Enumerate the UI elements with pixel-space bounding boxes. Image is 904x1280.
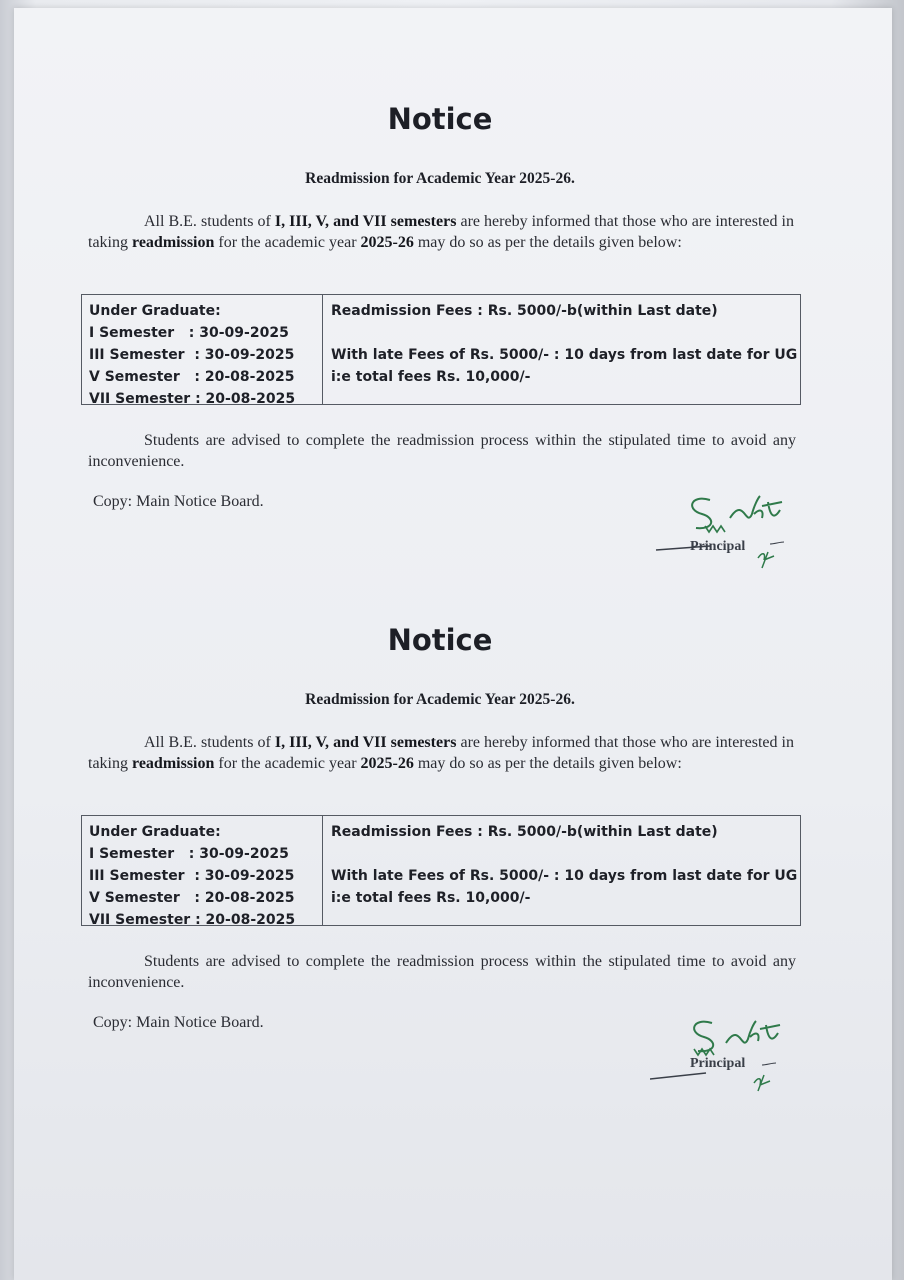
copy-line: Copy: Main Notice Board. bbox=[93, 1014, 264, 1031]
fees-column bbox=[323, 295, 800, 404]
semester-row: III Semester : 30-09-2025 bbox=[89, 868, 295, 884]
semester-dates-column bbox=[82, 295, 323, 407]
notice-subtitle: Readmission for Academic Year 2025-26. bbox=[305, 691, 575, 708]
intro-paragraph: All B.E. students of I, III, V, and VII semesters are hereby informed that those who are interested in taking readmission for the academic year 2025-26 may do so as per the details given below: bbox=[88, 213, 795, 251]
semester-row: V Semester : 20-08-2025 bbox=[89, 890, 295, 906]
semester-row: V Semester : 20-08-2025 bbox=[89, 369, 295, 385]
semester-row: VII Semester : 20-08-2025 bbox=[89, 912, 296, 928]
readmission-fee: Readmission Fees : Rs. 5000/-b(within Last date) bbox=[331, 303, 718, 319]
principal-signature bbox=[650, 488, 820, 578]
readmission-fee: Readmission Fees : Rs. 5000/-b(within Last date) bbox=[331, 824, 718, 840]
notice-subtitle: Readmission for Academic Year 2025-26. bbox=[305, 170, 575, 187]
notice-title: Notice bbox=[387, 102, 493, 136]
semester-dates-column bbox=[82, 816, 323, 928]
semester-row: III Semester : 30-09-2025 bbox=[89, 347, 295, 363]
semester-row: I Semester : 30-09-2025 bbox=[89, 325, 289, 341]
signature-label: Principal bbox=[690, 1056, 746, 1071]
closing-paragraph: Students are advised to complete the readmission process within the stipulated time to avoid any inconvenience. bbox=[88, 432, 796, 470]
fees-column bbox=[323, 816, 800, 925]
table-heading: Under Graduate: bbox=[89, 824, 221, 840]
closing-paragraph: Students are advised to complete the readmission process within the stipulated time to avoid any inconvenience. bbox=[88, 953, 796, 991]
total-fee: i:e total fees Rs. 10,000/- bbox=[331, 890, 531, 906]
intro-paragraph: All B.E. students of I, III, V, and VII semesters are hereby informed that those who are interested in taking readmission for the academic year 2025-26 may do so as per the details given below: bbox=[88, 734, 795, 772]
semester-row: I Semester : 30-09-2025 bbox=[89, 846, 289, 862]
fees-table bbox=[81, 294, 801, 405]
semester-row: VII Semester : 20-08-2025 bbox=[89, 391, 296, 407]
fees-table bbox=[81, 815, 801, 926]
principal-signature bbox=[650, 1009, 820, 1099]
notice-title: Notice bbox=[387, 623, 493, 657]
signature-label: Principal bbox=[690, 539, 746, 554]
total-fee: i:e total fees Rs. 10,000/- bbox=[331, 369, 531, 385]
late-fee: With late Fees of Rs. 5000/- : 10 days from last date for UG bbox=[331, 868, 798, 884]
late-fee: With late Fees of Rs. 5000/- : 10 days from last date for UG bbox=[331, 347, 798, 363]
table-heading: Under Graduate: bbox=[89, 303, 221, 319]
copy-line: Copy: Main Notice Board. bbox=[93, 493, 264, 510]
